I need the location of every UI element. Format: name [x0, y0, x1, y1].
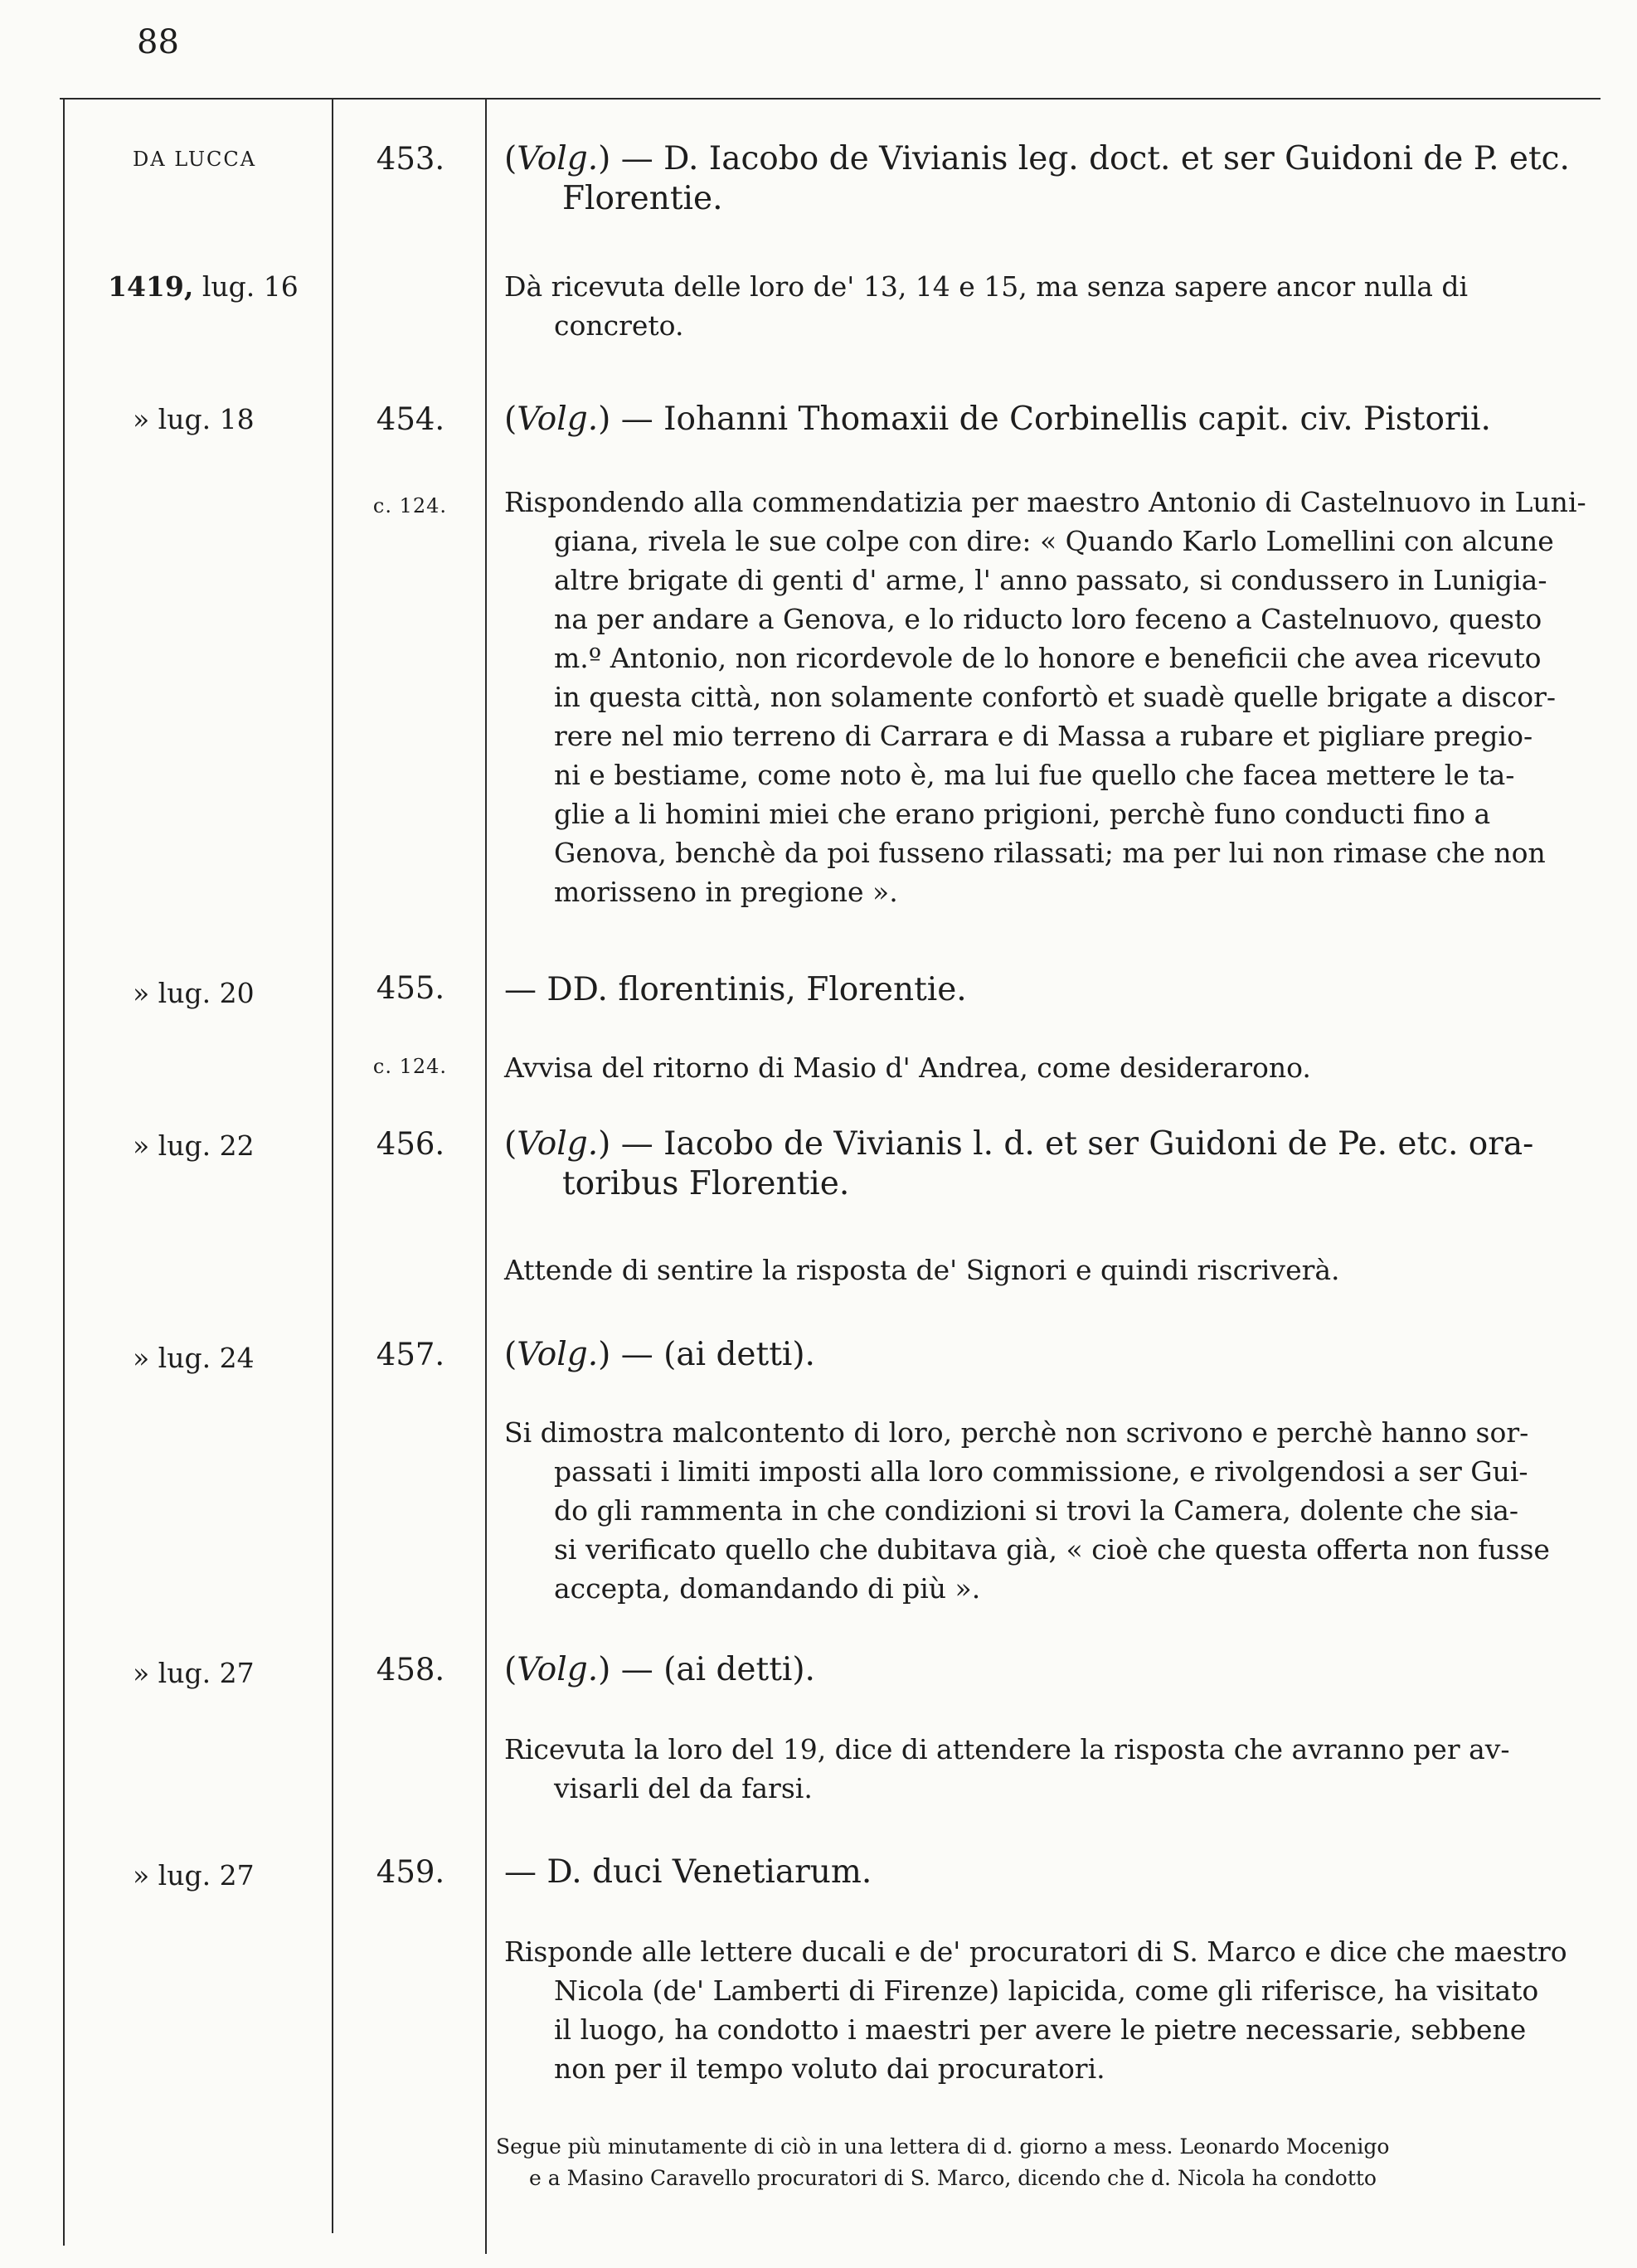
letter-heading: (Volg.) — D. Iacobo de Vivianis leg. doct. et ser Guidoni de P. etc. Florentie.	[504, 139, 1591, 219]
letter-date: » lug. 22	[133, 1129, 255, 1162]
heading-continuation: Florentie.	[562, 180, 723, 217]
letter-summary: Ricevuta la loro del 19, dice di attendere la risposta che avranno per av- visarli del da farsi.	[504, 1733, 1510, 1804]
letter-number: 456.	[376, 1126, 445, 1162]
letter-date: » lug. 27	[133, 1657, 255, 1689]
letter-note: Segue più minutamente di ciò in una lettera di d. giorno a mess. Leonardo Mocenigo e a Masino Caravello procuratori di S. Marco, dicendo che d. Nicola ha condotto	[496, 2134, 1390, 2190]
letter-heading: (Volg.) — (ai detti).	[504, 1651, 815, 1688]
carta-reference: c. 124.	[372, 1055, 448, 1078]
column-divider-left	[63, 98, 65, 2246]
heading-continuation: toribus Florentie.	[562, 1165, 850, 1202]
letter-summary: Dà ricevuta delle loro de' 13, 14 e 15, ma senza sapere ancor nulla di concreto.	[504, 270, 1469, 342]
letter-heading: — D. duci Venetiarum.	[504, 1853, 872, 1891]
letter-heading: (Volg.) — Iacobo de Vivianis l. d. et ser Guidoni de Pe. etc. ora- toribus Florentie.	[504, 1124, 1591, 1204]
letter-date: » lug. 27	[133, 1859, 255, 1892]
letter-year: 1419,	[108, 270, 194, 303]
letter-summary: Avvisa del ritorno di Masio d' Andrea, come desiderarono.	[504, 1051, 1311, 1084]
column-divider-text	[485, 98, 487, 2254]
top-rule	[60, 98, 1601, 100]
letter-summary: Risponde alle lettere ducali e de' procuratori di S. Marco e dice che maestro Nicola (de' Lamberti di Firenze) lapicida, come gli riferisce, ha visitato il luogo, ha condotto i maestri per avere le pietre necessarie, sebbene non per il tempo voluto dai procuratori.	[504, 1935, 1567, 2085]
letter-date: 1419, lug. 16	[108, 270, 299, 303]
letter-date: » lug. 20	[133, 977, 255, 1009]
carta-reference: c. 124.	[372, 494, 448, 517]
letter-heading: (Volg.) — Iohanni Thomaxii de Corbinellis capit. civ. Pistorii.	[504, 401, 1491, 438]
letter-origin: DA LUCCA	[133, 148, 257, 171]
page-number: 88	[137, 23, 179, 61]
letter-number: 457.	[376, 1337, 445, 1372]
letter-number: 455.	[376, 970, 445, 1006]
column-divider-number	[332, 98, 333, 2233]
letter-number: 458.	[376, 1652, 445, 1688]
letter-heading: — DD. florentinis, Florentie.	[504, 971, 967, 1008]
letter-summary: Si dimostra malcontento di loro, perchè non scrivono e perchè hanno sor- passati i limiti imposti alla loro commissione, e rivolgendosi a ser Gui- do gli rammenta in che condizioni si trovi la Camera, dolente che sia- si verificato quello che dubitava già, « cioè che questa offerta non fusse accepta, domandando di più ».	[504, 1416, 1550, 1605]
letter-number: 453.	[376, 141, 445, 177]
letter-number: 454.	[376, 401, 445, 437]
letter-summary: Rispondendo alla commendatizia per maestro Antonio di Castelnuovo in Luni- giana, rivela le sue colpe con dire: « Quando Karlo Lomellini con alcune altre brigate di genti d' arme, l' anno passato, si condussero in Lunigia- na per andare a Genova, e lo riducto loro feceno a Castelnuovo, questo m.º Antonio, non ricordevole de lo honore e beneficii che avea ricevuto in questa città, non solamente confortò et suadè quelle brigate a discor- rere nel mio terreno di Carrara e di Massa a rubare et pigliare pregio- ni e bestiame, come noto è, ma lui fue quello che facea mettere le ta- glie a li homini miei che erano prigioni, perchè funo conducti fino a Genova, benchè da poi fusseno rilassati; ma per lui non rimase che non morisseno in pregione ».	[504, 486, 1586, 908]
letter-number: 459.	[376, 1854, 445, 1890]
letter-date: » lug. 24	[133, 1342, 255, 1374]
letter-date: » lug. 18	[133, 403, 255, 435]
letter-heading: (Volg.) — (ai detti).	[504, 1336, 815, 1373]
letter-summary: Attende di sentire la risposta de' Signori e quindi riscriverà.	[504, 1254, 1340, 1286]
